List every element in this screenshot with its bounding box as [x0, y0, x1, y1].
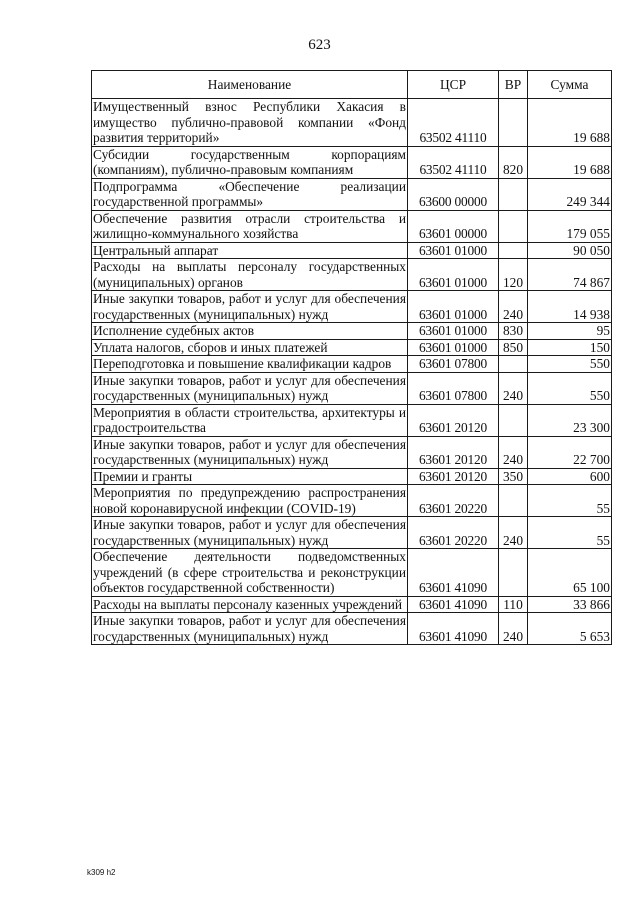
table-row [92, 485, 612, 517]
table-row [92, 323, 612, 340]
cell-sum: 90 050 [528, 242, 612, 259]
cell-csr: 63502 41110 [408, 146, 499, 178]
cell-sum: 600 [528, 468, 612, 485]
cell-name: Обеспечение деятельности подведомственных учреждений (в сфере строительства и реконструкции объектов государственной собственности) [93, 549, 406, 595]
table-body [92, 99, 612, 645]
table-row [92, 596, 612, 613]
cell-vr: 240 [499, 613, 528, 645]
cell-vr: 110 [499, 596, 528, 613]
cell-csr: 63601 20120 [408, 436, 499, 468]
cell-name: Мероприятия по предупреждению распространения новой коронавирусной инфекции (COVID-19) [93, 485, 406, 516]
table-row [92, 339, 612, 356]
cell-csr: 63601 20220 [408, 517, 499, 549]
cell-csr: 63601 41090 [408, 596, 499, 613]
cell-vr: 820 [499, 146, 528, 178]
cell-vr: 120 [499, 259, 528, 291]
table-row [92, 178, 612, 210]
cell-csr: 63601 07800 [408, 372, 499, 404]
cell-sum: 179 055 [528, 210, 612, 242]
cell-sum: 65 100 [528, 549, 612, 597]
cell-sum: 550 [528, 356, 612, 373]
table-row [92, 146, 612, 178]
cell-name: Имущественный взнос Республики Хакасия в имущество публично-правовой компании «Фонд развития территорий» [93, 99, 406, 145]
cell-name: Расходы на выплаты персоналу казенных учреждений [92, 596, 408, 613]
table-row [92, 210, 612, 242]
table-row [92, 549, 612, 597]
cell-csr: 63601 41090 [408, 613, 499, 645]
cell-csr: 63601 01000 [408, 323, 499, 340]
cell-name: Иные закупки товаров, работ и услуг для обеспечения государственных (муниципальных) нужд [93, 517, 406, 548]
cell-vr: 240 [499, 291, 528, 323]
cell-vr [499, 485, 528, 517]
cell-sum: 55 [528, 517, 612, 549]
table-header-row [92, 71, 612, 99]
cell-sum: 14 938 [528, 291, 612, 323]
cell-vr [499, 549, 528, 597]
table-row [92, 242, 612, 259]
cell-csr: 63601 01000 [408, 291, 499, 323]
page-number: 623 [308, 37, 331, 53]
cell-vr [499, 242, 528, 259]
table-row [92, 372, 612, 404]
table-row [92, 99, 612, 147]
cell-vr: 240 [499, 436, 528, 468]
cell-name: Уплата налогов, сборов и иных платежей [92, 339, 408, 356]
cell-csr: 63601 07800 [408, 356, 499, 373]
table-row [92, 613, 612, 645]
cell-csr: 63601 20120 [408, 404, 499, 436]
table-row [92, 436, 612, 468]
cell-name: Центральный аппарат [92, 242, 408, 259]
cell-sum: 22 700 [528, 436, 612, 468]
cell-csr: 63601 41090 [408, 549, 499, 597]
cell-vr [499, 178, 528, 210]
cell-vr: 240 [499, 372, 528, 404]
cell-sum: 19 688 [528, 99, 612, 147]
cell-sum: 95 [528, 323, 612, 340]
cell-vr [499, 356, 528, 373]
cell-sum: 55 [528, 485, 612, 517]
cell-name: Иные закупки товаров, работ и услуг для обеспечения государственных (муниципальных) нужд [93, 613, 406, 644]
cell-name: Субсидии государственным корпорациям (компаниям), публично-правовым компаниям [93, 146, 406, 177]
cell-vr: 850 [499, 339, 528, 356]
footer-code: k309 h2 [87, 868, 116, 877]
cell-vr: 830 [499, 323, 528, 340]
cell-sum: 23 300 [528, 404, 612, 436]
cell-name: Иные закупки товаров, работ и услуг для обеспечения государственных (муниципальных) нужд [93, 291, 406, 322]
cell-sum: 74 867 [528, 259, 612, 291]
cell-vr [499, 210, 528, 242]
header-vr: ВР [499, 71, 528, 99]
cell-sum: 550 [528, 372, 612, 404]
cell-csr: 63601 20120 [408, 468, 499, 485]
cell-sum: 150 [528, 339, 612, 356]
table-row [92, 517, 612, 549]
cell-sum: 5 653 [528, 613, 612, 645]
header-name: Наименование [92, 71, 408, 99]
cell-name: Иные закупки товаров, работ и услуг для обеспечения государственных (муниципальных) нужд [93, 372, 406, 403]
cell-name: Премии и гранты [92, 468, 408, 485]
table-row [92, 356, 612, 373]
cell-csr: 63600 00000 [408, 178, 499, 210]
cell-sum: 19 688 [528, 146, 612, 178]
table-row [92, 404, 612, 436]
budget-table [91, 70, 612, 645]
cell-sum: 33 866 [528, 596, 612, 613]
cell-csr: 63502 41110 [408, 99, 499, 147]
table-row [92, 291, 612, 323]
cell-csr: 63601 00000 [408, 210, 499, 242]
cell-vr [499, 404, 528, 436]
cell-vr: 350 [499, 468, 528, 485]
cell-csr: 63601 01000 [408, 259, 499, 291]
cell-sum: 249 344 [528, 178, 612, 210]
cell-name: Подпрограмма «Обеспечение реализации государственной программы» [93, 178, 406, 209]
cell-csr: 63601 01000 [408, 242, 499, 259]
cell-name: Обеспечение развития отрасли строительства и жилищно-коммунального хозяйства [93, 210, 406, 241]
cell-vr [499, 99, 528, 147]
cell-csr: 63601 01000 [408, 339, 499, 356]
cell-name: Расходы на выплаты персоналу государственных (муниципальных) органов [93, 259, 406, 290]
table-row [92, 468, 612, 485]
cell-name: Исполнение судебных актов [92, 323, 408, 340]
header-csr: ЦСР [408, 71, 499, 99]
cell-name: Переподготовка и повышение квалификации кадров [92, 356, 408, 373]
header-sum: Сумма [528, 71, 612, 99]
cell-name: Иные закупки товаров, работ и услуг для обеспечения государственных (муниципальных) нужд [93, 436, 406, 467]
table-row [92, 259, 612, 291]
cell-csr: 63601 20220 [408, 485, 499, 517]
cell-vr: 240 [499, 517, 528, 549]
cell-name: Мероприятия в области строительства, архитектуры и градостроительства [93, 404, 406, 435]
